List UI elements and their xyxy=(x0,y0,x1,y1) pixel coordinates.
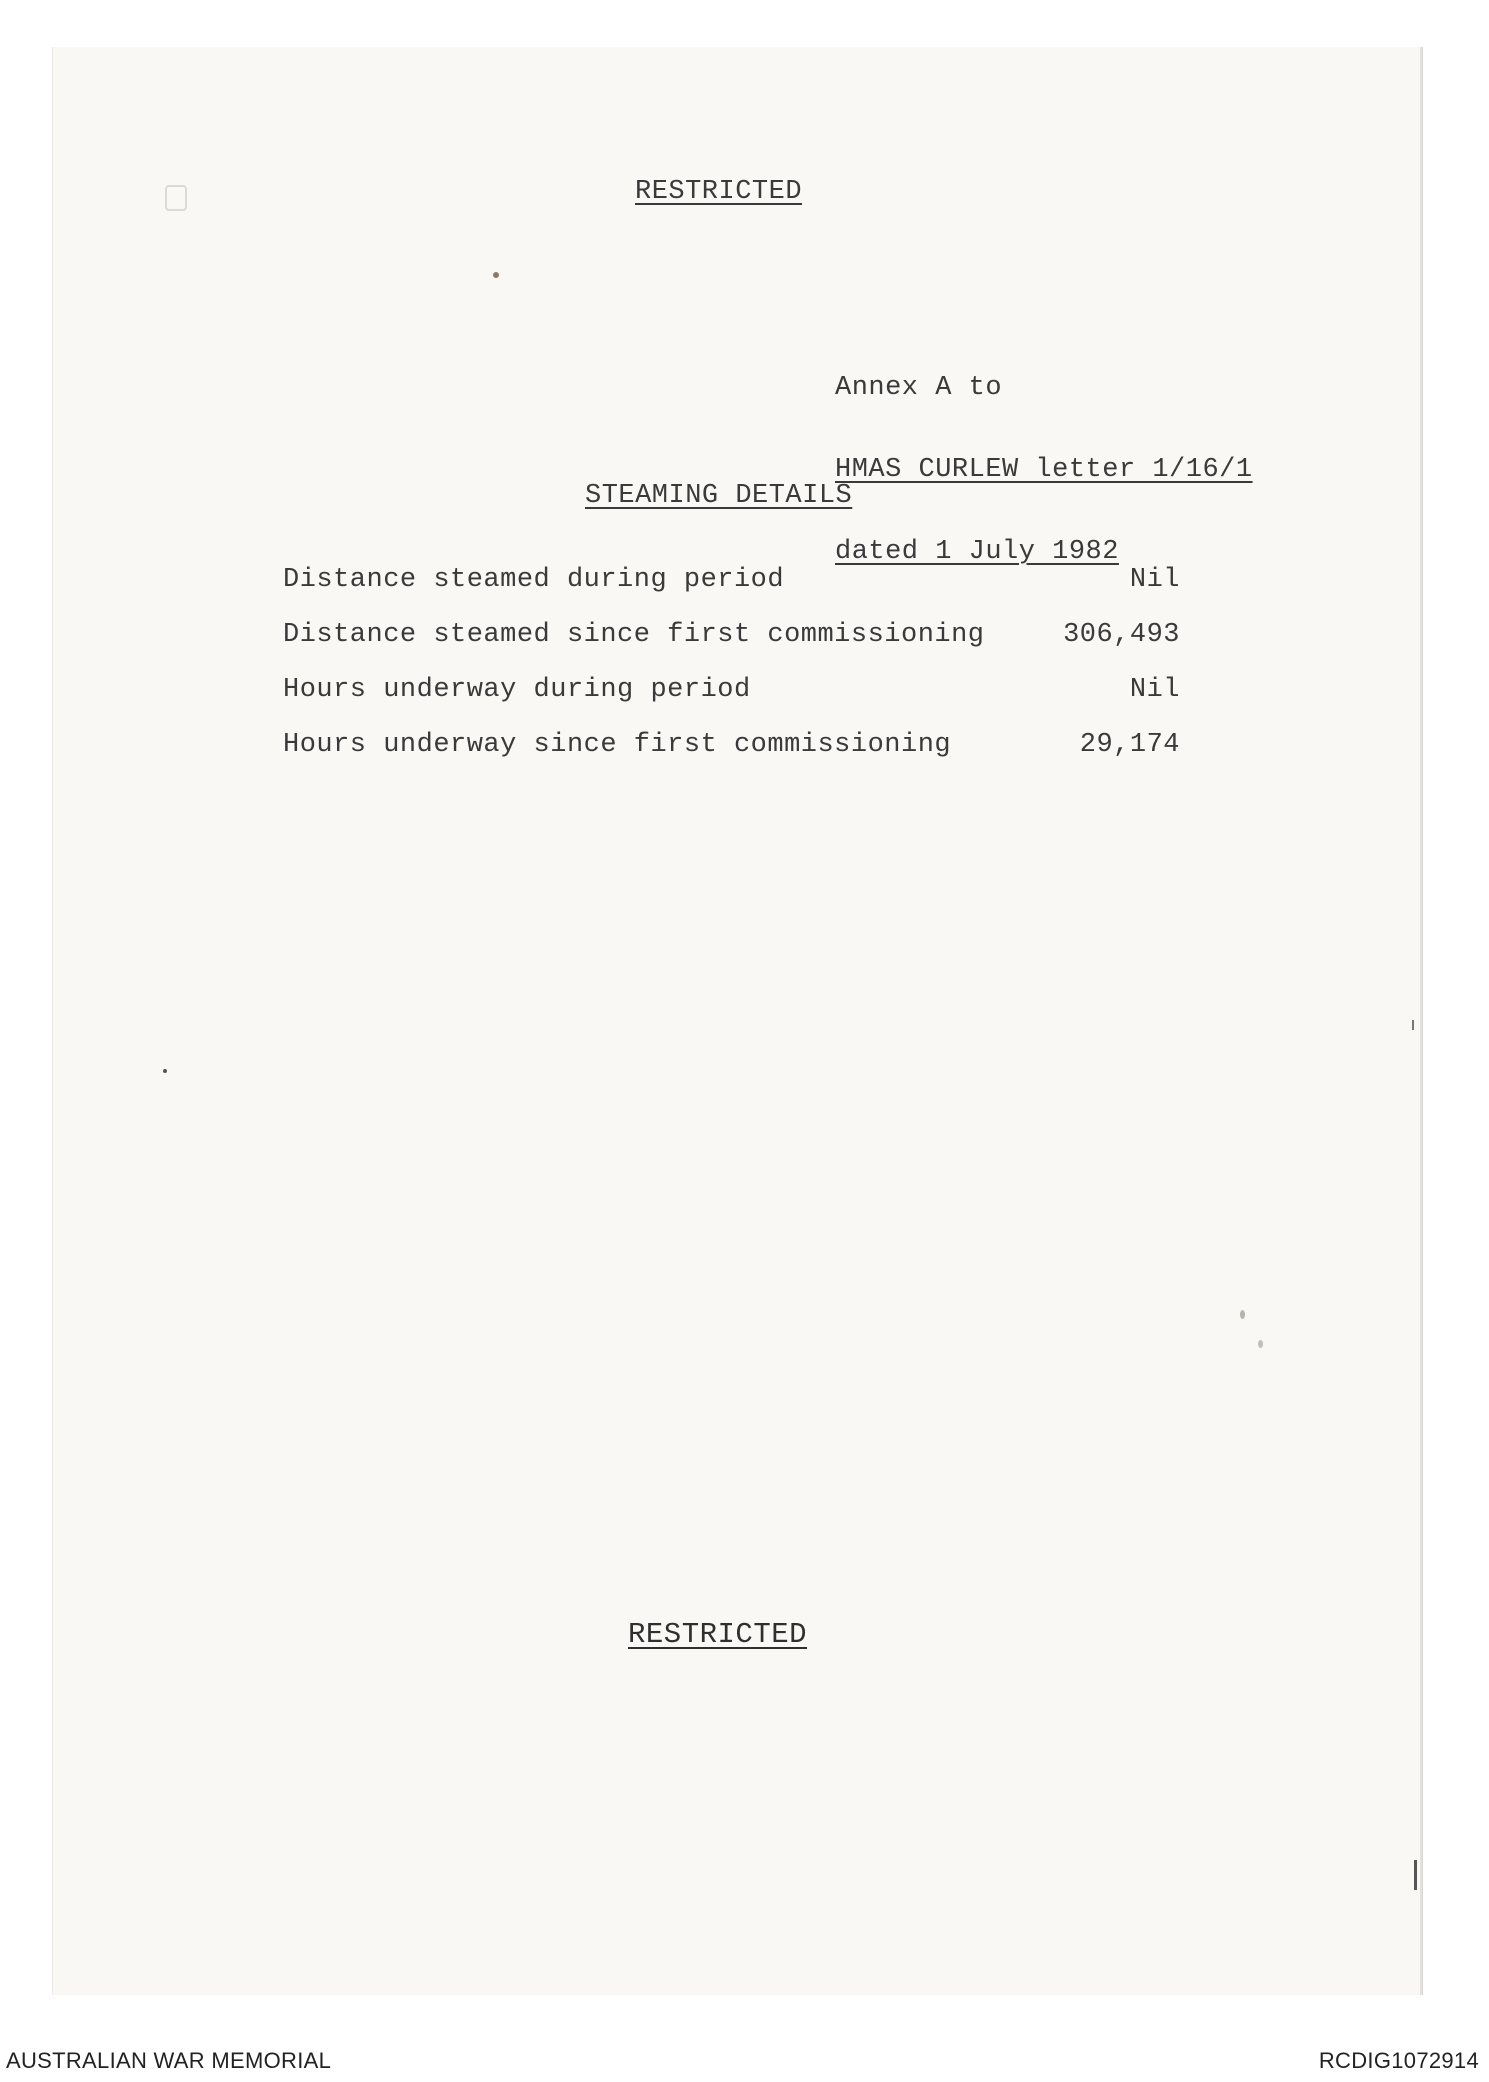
page-edge xyxy=(52,47,53,1995)
detail-row xyxy=(283,732,1203,787)
annex-line-2: HMAS CURLEW letter 1/16/1 xyxy=(835,455,1253,485)
classification-footer: RESTRICTED xyxy=(628,1618,808,1651)
detail-value: Nil xyxy=(1129,675,1180,705)
detail-value: 29,174 xyxy=(1079,730,1180,760)
annex-reference xyxy=(835,320,1253,593)
detail-label: Hours underway during period xyxy=(283,675,751,705)
classification-header: RESTRICTED xyxy=(635,177,803,207)
paper-speck xyxy=(1258,1340,1263,1348)
paper-speck xyxy=(165,185,187,211)
detail-label: Distance steamed during period xyxy=(283,565,785,595)
paper-speck xyxy=(1414,1860,1417,1890)
detail-row xyxy=(283,622,1203,677)
section-heading: STEAMING DETAILS xyxy=(585,481,853,511)
detail-row xyxy=(283,677,1203,732)
institution-caption: AUSTRALIAN WAR MEMORIAL xyxy=(6,2048,332,2073)
annex-line-1: Annex A to xyxy=(835,373,1003,403)
detail-label: Distance steamed since first commissioning xyxy=(283,620,985,650)
detail-label: Hours underway since first commissioning xyxy=(283,730,952,760)
paper-speck xyxy=(163,1069,167,1073)
detail-value: 306,493 xyxy=(1063,620,1180,650)
detail-value: Nil xyxy=(1129,565,1180,595)
detail-row xyxy=(283,567,1203,622)
record-identifier: RCDIG1072914 xyxy=(1318,2048,1479,2073)
paper-speck xyxy=(1412,1020,1414,1030)
steaming-details-list xyxy=(283,567,1203,787)
paper-speck xyxy=(1240,1310,1245,1319)
annex-line-3: dated 1 July 1982 xyxy=(835,537,1119,567)
paper-speck xyxy=(493,272,499,278)
